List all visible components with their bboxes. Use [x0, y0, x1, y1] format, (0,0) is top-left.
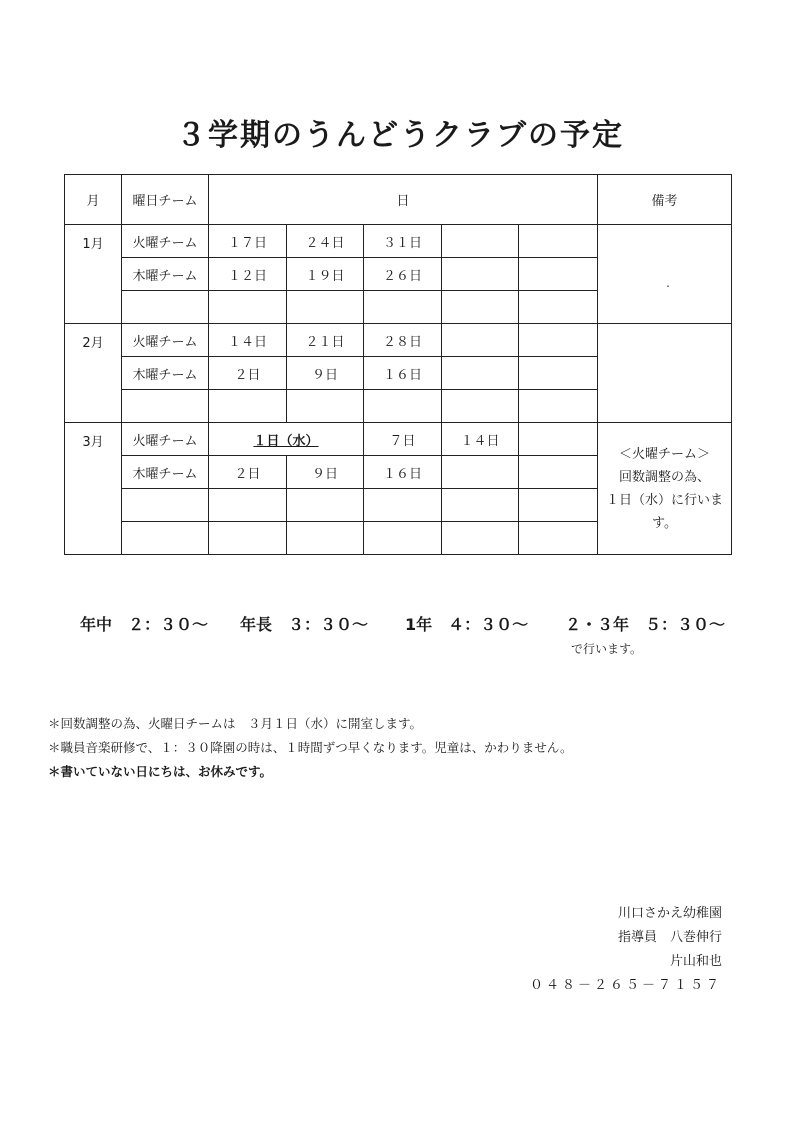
day-cell — [209, 489, 287, 522]
day-cell: １９日 — [287, 258, 364, 291]
notes-section — [48, 712, 573, 784]
header-month: 月 — [65, 175, 122, 225]
time-item: 年長 ３：３０～ — [240, 615, 369, 634]
remark-line: 回数調整の為、 — [618, 469, 710, 485]
time-item: 年中 ２：３０～ — [80, 615, 209, 634]
day-cell — [519, 225, 598, 258]
note-line: ＊職員音楽研修で、１：３０降園の時は、１時間ずつ早くなります。児童は、かわりません。 — [48, 740, 573, 755]
day-cell — [442, 357, 519, 390]
day-cell — [519, 258, 598, 291]
day-cell — [519, 423, 598, 456]
instructor-line: 指導員 八巻伸行 — [617, 930, 722, 945]
table-header-row — [65, 175, 732, 225]
day-cell: ２６日 — [364, 258, 442, 291]
day-cell: ９日 — [287, 357, 364, 390]
day-cell — [364, 390, 442, 423]
day-cell: ２日 — [209, 357, 287, 390]
day-cell — [442, 258, 519, 291]
day-cell — [287, 291, 364, 324]
day-cell: ２日 — [209, 456, 287, 489]
header-day: 日 — [209, 175, 598, 225]
day-cell — [442, 456, 519, 489]
month-cell: 3月 — [65, 423, 122, 555]
day-cell — [364, 291, 442, 324]
day-cell: １２日 — [209, 258, 287, 291]
team-cell: 火曜チーム — [122, 324, 209, 357]
month-cell: 2月 — [65, 324, 122, 423]
special-day: １日（水） — [253, 433, 319, 449]
day-cell — [364, 522, 442, 555]
header-team: 曜日チーム — [122, 175, 209, 225]
team-cell — [122, 390, 209, 423]
page-title: ３学期のうんどうクラブの予定 — [176, 118, 624, 153]
day-cell: ２４日 — [287, 225, 364, 258]
day-cell — [442, 225, 519, 258]
team-cell: 火曜チーム — [122, 423, 209, 456]
day-cell — [364, 489, 442, 522]
time-suffix: で行います。 — [571, 642, 643, 656]
day-cell: ２１日 — [287, 324, 364, 357]
remark-line: １日（水）に行いま — [605, 492, 723, 508]
day-cell — [442, 291, 519, 324]
day-cell — [519, 357, 598, 390]
remarks-cell — [598, 423, 732, 555]
day-cell: １４日 — [442, 423, 519, 456]
day-cell — [209, 390, 287, 423]
day-cell — [442, 390, 519, 423]
table-row — [65, 324, 732, 357]
day-cell — [519, 456, 598, 489]
day-cell: １６日 — [364, 357, 442, 390]
day-cell: ７日 — [364, 423, 442, 456]
team-cell: 木曜チーム — [122, 357, 209, 390]
month-cell: 1月 — [65, 225, 122, 324]
day-cell: ９日 — [287, 456, 364, 489]
remarks-cell — [598, 225, 732, 324]
day-cell — [519, 522, 598, 555]
remarks-cell — [598, 324, 732, 423]
team-cell — [122, 522, 209, 555]
day-cell — [287, 522, 364, 555]
day-cell — [519, 489, 598, 522]
day-cell — [287, 390, 364, 423]
time-item: ２・３年 ５：３０～ — [565, 615, 726, 634]
team-cell — [122, 489, 209, 522]
team-cell: 木曜チーム — [122, 258, 209, 291]
phone-number: ０４８－２６５－７１５７ — [529, 978, 722, 993]
remark-line: す。 — [652, 515, 677, 531]
day-cell — [209, 522, 287, 555]
day-cell — [442, 324, 519, 357]
signature-block — [530, 902, 722, 998]
day-cell — [209, 423, 364, 456]
org-name: 川口さかえ幼稚園 — [617, 906, 722, 921]
remark-mark: ・ — [664, 282, 672, 291]
day-cell — [287, 489, 364, 522]
day-cell: １６日 — [364, 456, 442, 489]
team-cell: 火曜チーム — [122, 225, 209, 258]
note-line: ＊書いていない日にちは、お休みです。 — [48, 764, 273, 779]
day-cell — [519, 324, 598, 357]
day-cell: １４日 — [209, 324, 287, 357]
schedule-table — [64, 174, 732, 555]
day-cell: ２８日 — [364, 324, 442, 357]
time-item: 1年 ４：３０～ — [405, 615, 529, 634]
table-row — [65, 423, 732, 456]
team-cell: 木曜チーム — [122, 456, 209, 489]
remark-line: ＜火曜チーム＞ — [618, 446, 710, 462]
day-cell — [442, 489, 519, 522]
day-cell: １７日 — [209, 225, 287, 258]
day-cell — [519, 390, 598, 423]
day-cell: ３１日 — [364, 225, 442, 258]
team-cell — [122, 291, 209, 324]
table-row — [65, 225, 732, 258]
header-remarks: 備考 — [598, 175, 732, 225]
instructor-line: 片山和也 — [669, 954, 722, 969]
day-cell — [442, 522, 519, 555]
day-cell — [519, 291, 598, 324]
note-line: ＊回数調整の為、火曜日チームは ３月１日（水）に開室します。 — [48, 716, 423, 731]
day-cell — [209, 291, 287, 324]
